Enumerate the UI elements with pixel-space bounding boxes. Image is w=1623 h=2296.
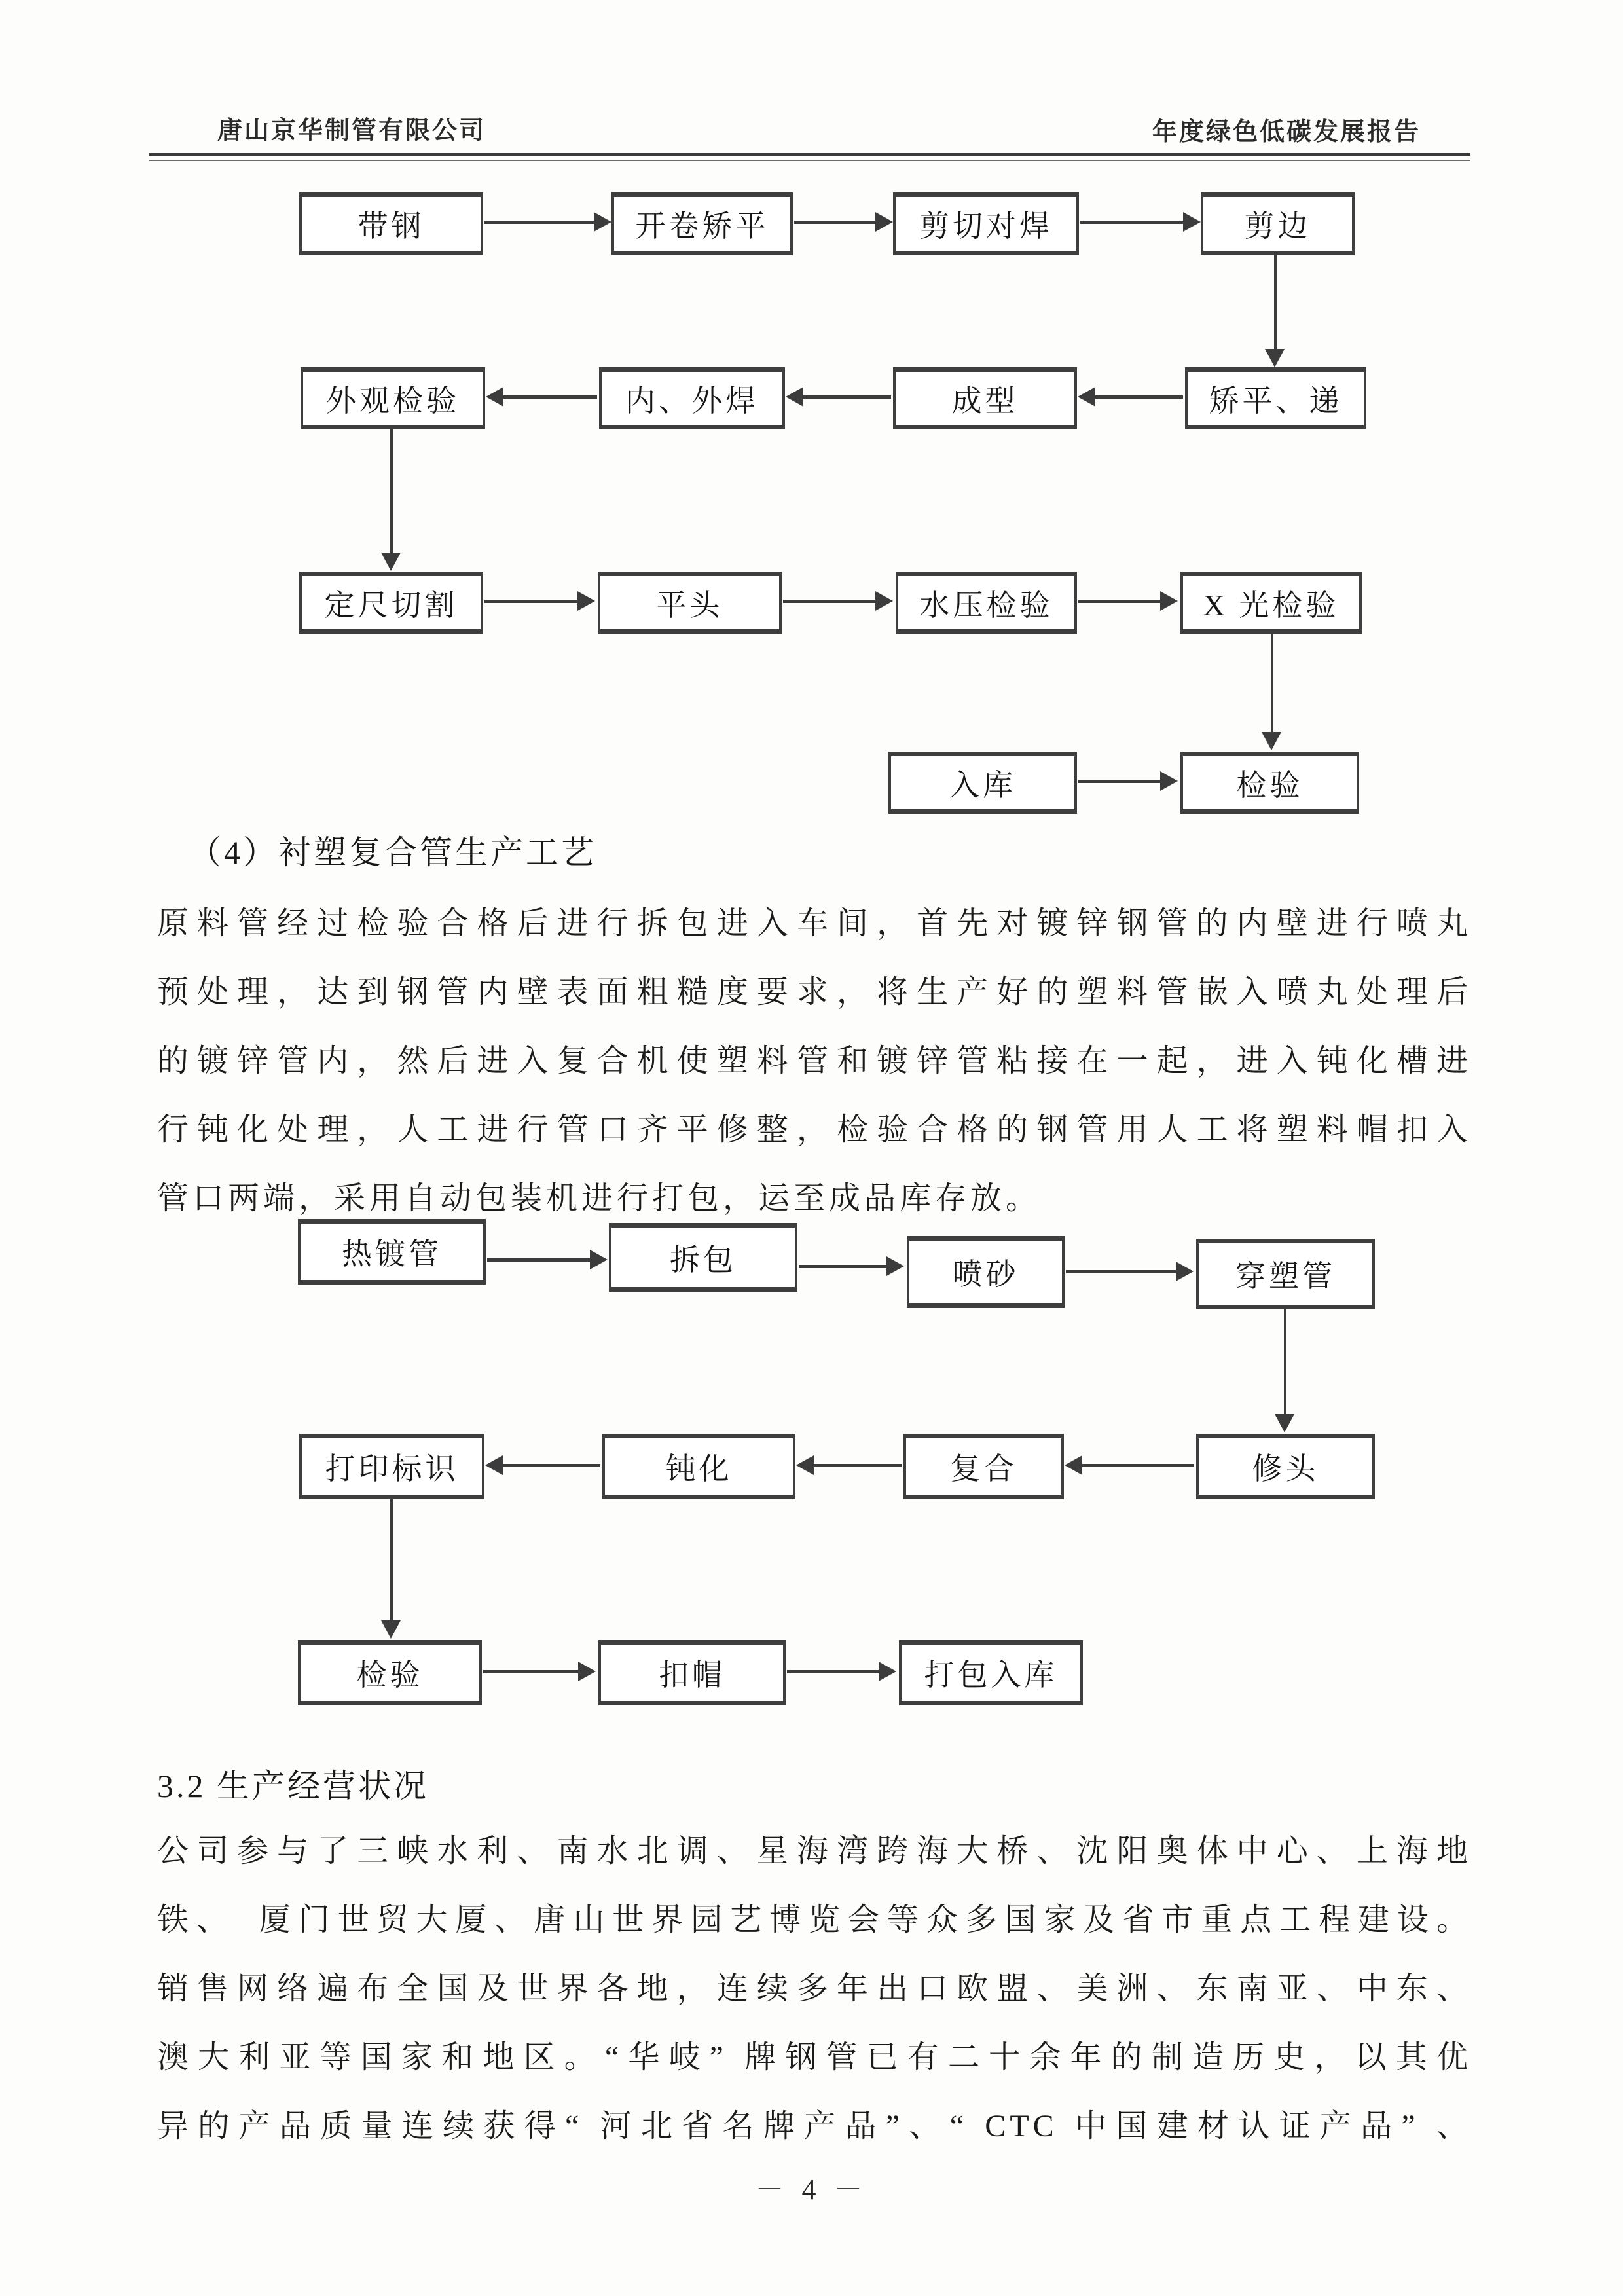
flow2-node-trim-head: 修头: [1196, 1434, 1375, 1499]
flow1-node-flat-head: 平头: [598, 572, 782, 634]
header-rule-thick: [149, 153, 1470, 156]
flow1-node-edge-trim: 剪边: [1201, 192, 1355, 255]
flow-arrow: [503, 1464, 600, 1467]
paragraph-line: 的镀锌管内，然后进入复合机使塑料管和镀锌管粘接在一起，进入钝化槽进: [157, 1044, 1472, 1078]
section4-heading: （4）衬塑复合管生产工艺: [189, 834, 596, 871]
header-report-title: 年度绿色低碳发展报告: [1152, 118, 1421, 146]
flow-arrow-down: [390, 429, 393, 554]
paragraph-line: 管口两端，采用自动包装机进行打包，运至成品库存放。: [157, 1181, 1042, 1216]
section32-heading: 3.2 生产经营状况: [157, 1768, 429, 1804]
flow-arrow: [503, 395, 597, 399]
flow1-node-strip-steel: 带钢: [299, 192, 483, 255]
flow2-node-passivation: 钝化: [602, 1434, 795, 1499]
page-number: － 4 －: [755, 2174, 868, 2206]
flow2-node-print-marking: 打印标识: [299, 1434, 484, 1499]
flow1-node-inspection: 检验: [1180, 752, 1359, 814]
flow2-node-sandblast: 喷砂: [907, 1236, 1065, 1308]
flow-arrow: [487, 1258, 590, 1262]
flow-arrow-down: [1271, 634, 1273, 733]
flow-arrow: [484, 600, 577, 603]
flow1-node-visual-inspection: 外观检验: [301, 367, 485, 429]
paragraph-line: 销售网络遍布全国及世界各地，连续多年出口欧盟、美洲、东南亚、中东、: [157, 1971, 1472, 2006]
flow-arrow: [799, 1265, 886, 1268]
flow-arrow-down: [1284, 1309, 1286, 1415]
flow1-node-hydro-test: 水压检验: [896, 572, 1077, 634]
paragraph-line: 澳大利亚等国家和地区。“华岐” 牌钢管已有二十余年的制造历史，以其优: [157, 2040, 1472, 2075]
header-company-name: 唐山京华制管有限公司: [217, 117, 486, 145]
flow-arrow: [1078, 600, 1160, 603]
paragraph-line: 原料管经过检验合格后进行拆包进入车间，首先对镀锌钢管的内壁进行喷丸: [157, 906, 1472, 941]
flow2-node-cap-fitting: 扣帽: [598, 1640, 786, 1705]
flow1-node-warehouse: 入库: [888, 752, 1077, 814]
flow-arrow: [814, 1464, 902, 1467]
section32-paragraph: [157, 1817, 1472, 2160]
flow-arrow: [783, 600, 875, 603]
paragraph-line: 行钝化处理，人工进行管口齐平修整，检验合格的钢管用人工将塑料帽扣入: [157, 1112, 1472, 1147]
flow-arrow: [1082, 1464, 1194, 1467]
paragraph-line: 预处理，达到钢管内壁表面粗糙度要求，将生产好的塑料管嵌入喷丸处理后: [157, 975, 1472, 1010]
flow1-node-forming: 成型: [893, 367, 1077, 429]
paragraph-line: 铁、 厦门世贸大厦、唐山世界园艺博览会等众多国家及省市重点工程建设。: [157, 1903, 1472, 1937]
flow1-node-xray-test: X 光检验: [1180, 572, 1362, 634]
flow2-node-compound: 复合: [903, 1434, 1064, 1499]
flow2-node-pack-warehouse: 打包入库: [899, 1640, 1083, 1705]
flow1-node-uncoil-leveling: 开卷矫平: [611, 192, 793, 255]
flow1-node-fixed-length-cut: 定尺切割: [299, 572, 483, 634]
flow-arrow: [787, 1670, 879, 1673]
flow-arrow: [803, 395, 891, 399]
flow2-node-hot-galvanized-pipe: 热镀管: [298, 1219, 486, 1285]
flow-arrow: [483, 1670, 578, 1673]
flow2-node-plastic-insert: 穿塑管: [1196, 1239, 1375, 1309]
paragraph-line: 公司参与了三峡水利、南水北调、星海湾跨海大桥、沈阳奥体中心、上海地: [157, 1834, 1472, 1868]
flow-arrow: [1066, 1270, 1176, 1273]
flow1-node-shear-butt-weld: 剪切对焊: [893, 192, 1079, 255]
flow-arrow: [794, 221, 875, 224]
flow2-node-unpack: 拆包: [609, 1223, 797, 1292]
flow-arrow: [1095, 395, 1183, 399]
flow-arrow: [484, 221, 594, 224]
flow-arrow-down: [1274, 255, 1277, 350]
flow-arrow: [1078, 780, 1160, 783]
flow2-node-inspection: 检验: [298, 1640, 482, 1705]
paragraph-line: 异的产品质量连续获得“ 河北省名牌产品”、“ CTC 中国建材认证产品” 、: [157, 2109, 1472, 2143]
header-rule-thin: [149, 160, 1470, 161]
flow1-node-inner-outer-weld: 内、外焊: [599, 367, 785, 429]
flow1-node-leveling-feed: 矫平、递: [1185, 367, 1366, 429]
section4-paragraph: [157, 889, 1472, 1233]
flow-arrow: [1080, 221, 1183, 224]
flow-arrow-down: [390, 1499, 393, 1622]
